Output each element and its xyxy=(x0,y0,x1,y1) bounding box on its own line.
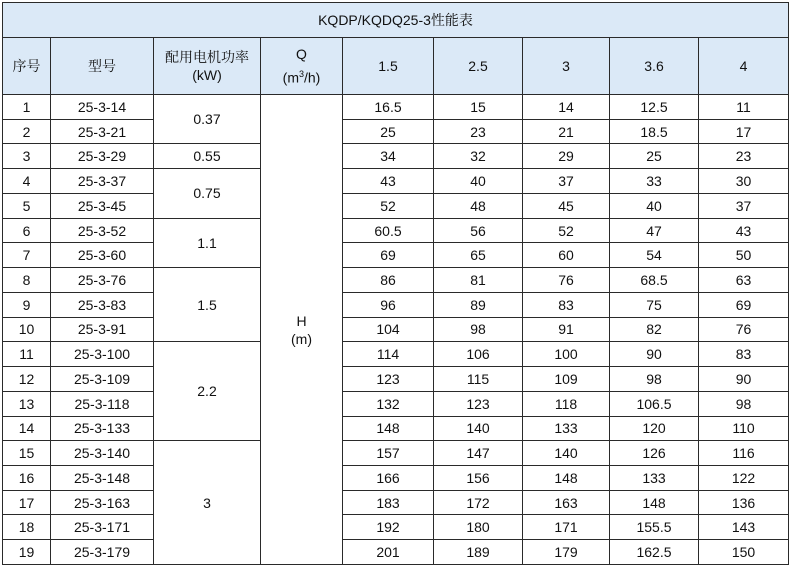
row-head-value: 83 xyxy=(699,342,789,367)
row-head-value: 106.5 xyxy=(610,391,699,416)
row-head-value: 21 xyxy=(523,119,610,144)
row-head-value: 192 xyxy=(343,515,434,540)
row-head-value: 148 xyxy=(343,416,434,441)
row-head-value: 50 xyxy=(699,243,789,268)
row-head-value: 48 xyxy=(434,193,523,218)
row-power: 0.55 xyxy=(154,144,261,169)
head-unit: (m) xyxy=(291,330,312,347)
row-head-value: 43 xyxy=(343,169,434,194)
row-head-value: 143 xyxy=(699,515,789,540)
row-head-value: 104 xyxy=(343,317,434,342)
row-head-value: 47 xyxy=(610,218,699,243)
row-head-value: 69 xyxy=(343,243,434,268)
row-head-value: 90 xyxy=(610,342,699,367)
table-title: KQDP/KQDQ25-3性能表 xyxy=(3,3,789,38)
row-head-value: 45 xyxy=(523,193,610,218)
row-head-value: 179 xyxy=(523,540,610,565)
row-head-value: 60 xyxy=(523,243,610,268)
header-power-unit: (kW) xyxy=(192,67,222,83)
row-head-value: 180 xyxy=(434,515,523,540)
table-row xyxy=(3,466,789,491)
row-index: 17 xyxy=(3,490,51,515)
table-row xyxy=(3,268,789,293)
row-index: 13 xyxy=(3,391,51,416)
header-flow-label: Q xyxy=(296,46,307,63)
table-row xyxy=(3,95,789,120)
row-head-value: 118 xyxy=(523,391,610,416)
row-head-value: 81 xyxy=(434,268,523,293)
row-head-value: 140 xyxy=(434,416,523,441)
table-row xyxy=(3,119,789,144)
row-head-value: 98 xyxy=(434,317,523,342)
row-model: 25-3-21 xyxy=(51,119,154,144)
row-power: 1.1 xyxy=(154,218,261,267)
header-power xyxy=(154,38,261,95)
row-index: 3 xyxy=(3,144,51,169)
row-head-value: 89 xyxy=(434,292,523,317)
row-head-value: 114 xyxy=(343,342,434,367)
row-head-value: 52 xyxy=(523,218,610,243)
row-head-value: 52 xyxy=(343,193,434,218)
row-head-value: 91 xyxy=(523,317,610,342)
flow-unit-post: /h) xyxy=(304,69,321,86)
table-row xyxy=(3,193,789,218)
row-model: 25-3-171 xyxy=(51,515,154,540)
row-model: 25-3-45 xyxy=(51,193,154,218)
row-head-value: 37 xyxy=(523,169,610,194)
row-index: 9 xyxy=(3,292,51,317)
row-head-value: 15 xyxy=(434,95,523,120)
row-model: 25-3-83 xyxy=(51,292,154,317)
row-index: 15 xyxy=(3,441,51,466)
table-row xyxy=(3,243,789,268)
header-index: 序号 xyxy=(3,38,51,95)
row-model: 25-3-179 xyxy=(51,540,154,565)
row-model: 25-3-100 xyxy=(51,342,154,367)
row-head-value: 171 xyxy=(523,515,610,540)
row-head-value: 76 xyxy=(699,317,789,342)
row-head-value: 18.5 xyxy=(610,119,699,144)
row-index: 12 xyxy=(3,367,51,392)
row-index: 6 xyxy=(3,218,51,243)
row-head-value: 126 xyxy=(610,441,699,466)
row-head-value: 23 xyxy=(699,144,789,169)
row-head-value: 98 xyxy=(699,391,789,416)
row-head-value: 75 xyxy=(610,292,699,317)
row-head-value: 60.5 xyxy=(343,218,434,243)
row-head-value: 106 xyxy=(434,342,523,367)
row-head-value: 123 xyxy=(343,367,434,392)
table-row xyxy=(3,342,789,367)
row-head-value: 40 xyxy=(434,169,523,194)
row-head-value: 83 xyxy=(523,292,610,317)
performance-table xyxy=(2,2,789,565)
row-head-value: 32 xyxy=(434,144,523,169)
row-head-value: 132 xyxy=(343,391,434,416)
table-row xyxy=(3,292,789,317)
row-model: 25-3-140 xyxy=(51,441,154,466)
row-model: 25-3-14 xyxy=(51,95,154,120)
header-power-label: 配用电机功率 xyxy=(165,49,249,65)
row-head-value: 68.5 xyxy=(610,268,699,293)
row-head-value: 11 xyxy=(699,95,789,120)
row-head-value: 147 xyxy=(434,441,523,466)
row-head-value: 115 xyxy=(434,367,523,392)
header-flow-value: 3.6 xyxy=(610,38,699,95)
row-model: 25-3-109 xyxy=(51,367,154,392)
row-head-value: 30 xyxy=(699,169,789,194)
row-head-value: 69 xyxy=(699,292,789,317)
row-power: 0.37 xyxy=(154,95,261,144)
row-head-value: 140 xyxy=(523,441,610,466)
row-head-value: 25 xyxy=(610,144,699,169)
row-head-value: 148 xyxy=(523,466,610,491)
row-power: 0.75 xyxy=(154,169,261,218)
table-row xyxy=(3,391,789,416)
row-head-value: 136 xyxy=(699,490,789,515)
table-row xyxy=(3,144,789,169)
head-label-cell xyxy=(261,95,343,565)
flow-unit-sup: 3 xyxy=(298,69,304,80)
row-head-value: 98 xyxy=(610,367,699,392)
flow-unit-pre: (m xyxy=(282,69,299,86)
row-head-value: 40 xyxy=(610,193,699,218)
row-index: 8 xyxy=(3,268,51,293)
row-head-value: 155.5 xyxy=(610,515,699,540)
row-head-value: 43 xyxy=(699,218,789,243)
row-head-value: 150 xyxy=(699,540,789,565)
row-head-value: 123 xyxy=(434,391,523,416)
row-head-value: 34 xyxy=(343,144,434,169)
row-head-value: 63 xyxy=(699,268,789,293)
row-head-value: 16.5 xyxy=(343,95,434,120)
row-head-value: 100 xyxy=(523,342,610,367)
row-head-value: 148 xyxy=(610,490,699,515)
row-index: 10 xyxy=(3,317,51,342)
row-head-value: 14 xyxy=(523,95,610,120)
row-head-value: 29 xyxy=(523,144,610,169)
row-head-value: 96 xyxy=(343,292,434,317)
row-head-value: 90 xyxy=(699,367,789,392)
row-head-value: 157 xyxy=(343,441,434,466)
row-model: 25-3-148 xyxy=(51,466,154,491)
row-model: 25-3-163 xyxy=(51,490,154,515)
row-head-value: 201 xyxy=(343,540,434,565)
row-power: 1.5 xyxy=(154,268,261,342)
row-head-value: 172 xyxy=(434,490,523,515)
row-model: 25-3-60 xyxy=(51,243,154,268)
row-model: 25-3-91 xyxy=(51,317,154,342)
row-head-value: 12.5 xyxy=(610,95,699,120)
row-head-value: 163 xyxy=(523,490,610,515)
row-model: 25-3-29 xyxy=(51,144,154,169)
table-body xyxy=(3,95,789,565)
row-index: 16 xyxy=(3,466,51,491)
row-power: 3 xyxy=(154,441,261,565)
row-head-value: 122 xyxy=(699,466,789,491)
row-head-value: 54 xyxy=(610,243,699,268)
row-head-value: 162.5 xyxy=(610,540,699,565)
header-model: 型号 xyxy=(51,38,154,95)
row-model: 25-3-76 xyxy=(51,268,154,293)
table-row xyxy=(3,416,789,441)
table-row xyxy=(3,515,789,540)
row-head-value: 23 xyxy=(434,119,523,144)
row-index: 14 xyxy=(3,416,51,441)
header-flow-value: 4 xyxy=(699,38,789,95)
row-head-value: 133 xyxy=(610,466,699,491)
row-head-value: 37 xyxy=(699,193,789,218)
row-head-value: 120 xyxy=(610,416,699,441)
row-head-value: 76 xyxy=(523,268,610,293)
header-flow-unit xyxy=(261,64,342,88)
head-label: H xyxy=(296,312,307,329)
row-index: 19 xyxy=(3,540,51,565)
row-model: 25-3-52 xyxy=(51,218,154,243)
table-row xyxy=(3,169,789,194)
row-head-value: 156 xyxy=(434,466,523,491)
row-head-value: 133 xyxy=(523,416,610,441)
table-row xyxy=(3,490,789,515)
header-flow-value: 3 xyxy=(523,38,610,95)
row-index: 18 xyxy=(3,515,51,540)
row-index: 11 xyxy=(3,342,51,367)
row-head-value: 25 xyxy=(343,119,434,144)
row-head-value: 189 xyxy=(434,540,523,565)
row-head-value: 116 xyxy=(699,441,789,466)
row-head-value: 86 xyxy=(343,268,434,293)
row-head-value: 65 xyxy=(434,243,523,268)
row-index: 1 xyxy=(3,95,51,120)
row-index: 4 xyxy=(3,169,51,194)
row-head-value: 109 xyxy=(523,367,610,392)
header-flow-value: 1.5 xyxy=(343,38,434,95)
row-head-value: 33 xyxy=(610,169,699,194)
row-head-value: 110 xyxy=(699,416,789,441)
row-head-value: 166 xyxy=(343,466,434,491)
header-flow-value: 2.5 xyxy=(434,38,523,95)
header-flow xyxy=(261,38,343,95)
row-power: 2.2 xyxy=(154,342,261,441)
table-row xyxy=(3,367,789,392)
table-row xyxy=(3,317,789,342)
row-index: 5 xyxy=(3,193,51,218)
row-index: 7 xyxy=(3,243,51,268)
row-index: 2 xyxy=(3,119,51,144)
table-row xyxy=(3,441,789,466)
table-row xyxy=(3,540,789,565)
row-model: 25-3-118 xyxy=(51,391,154,416)
row-head-value: 82 xyxy=(610,317,699,342)
row-model: 25-3-37 xyxy=(51,169,154,194)
row-head-value: 17 xyxy=(699,119,789,144)
row-head-value: 183 xyxy=(343,490,434,515)
row-model: 25-3-133 xyxy=(51,416,154,441)
row-head-value: 56 xyxy=(434,218,523,243)
table-row xyxy=(3,218,789,243)
